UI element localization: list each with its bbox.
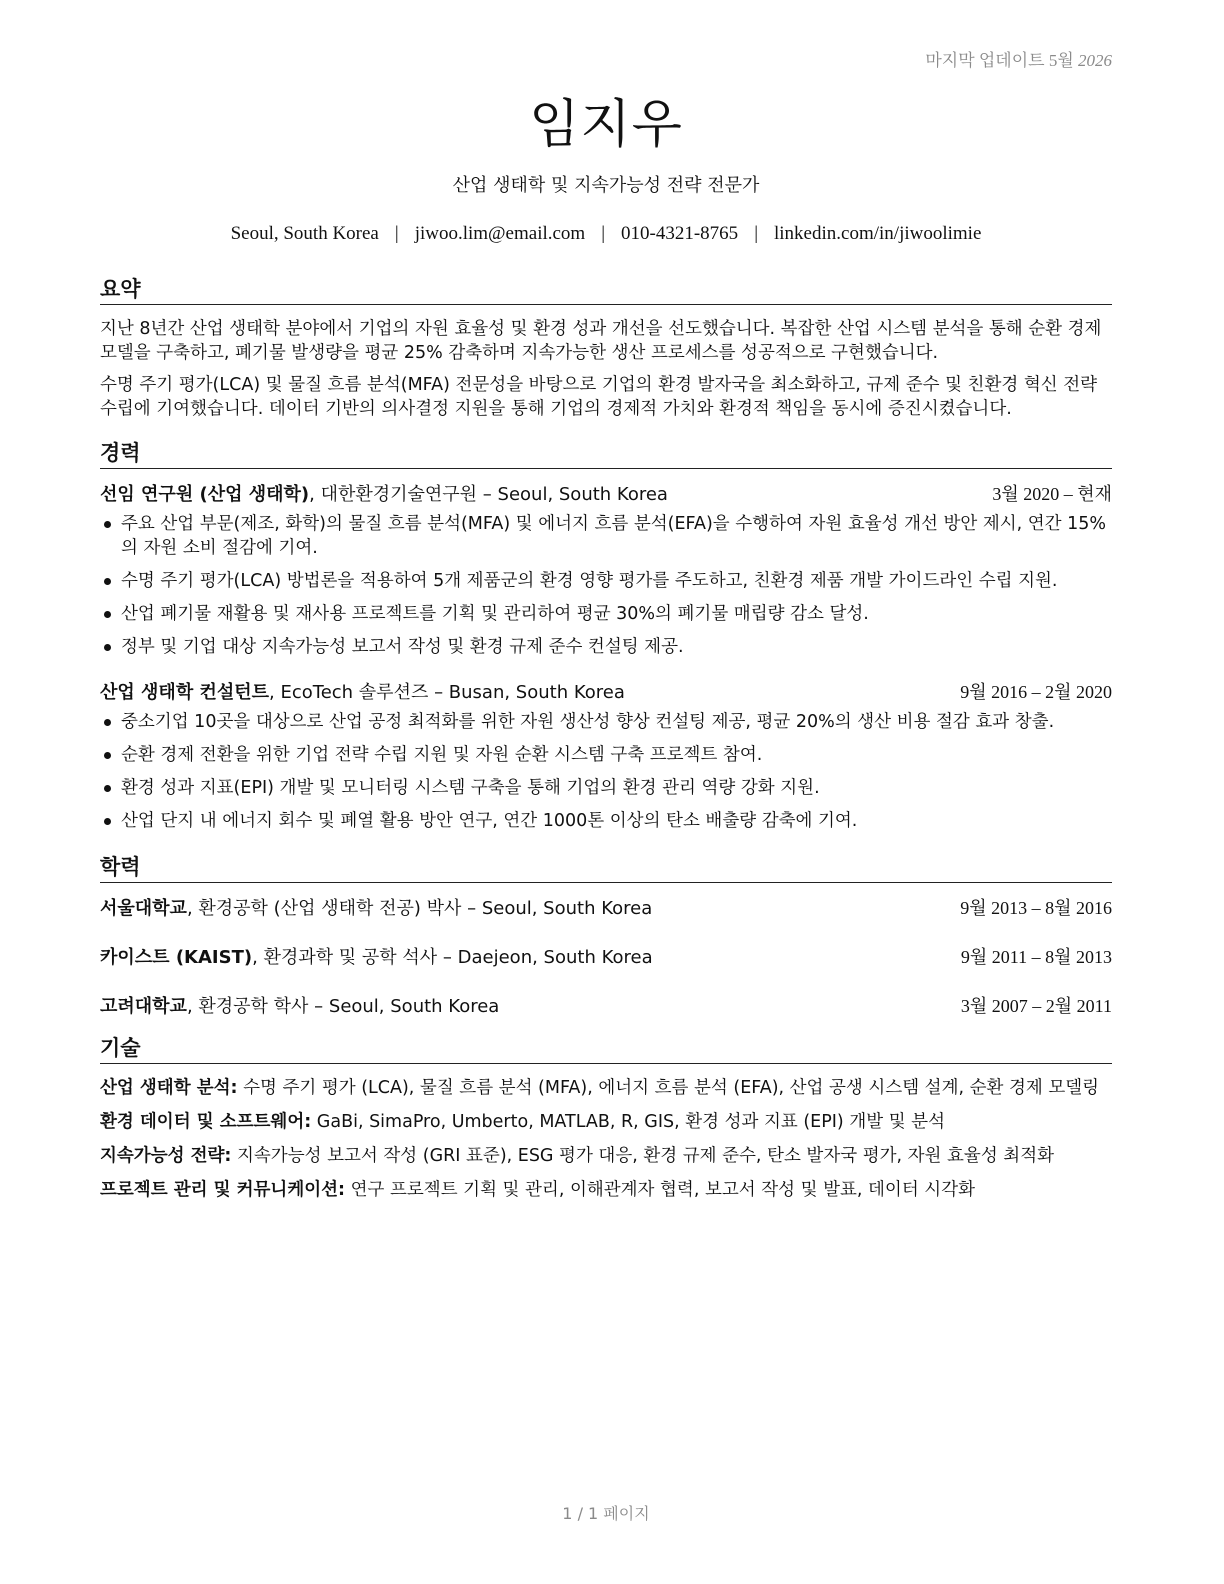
job-bullet: 주요 산업 부문(제조, 화학)의 물질 흐름 분석(MFA) 및 에너지 흐름 분석(EFA)을 수행하여 자원 효율성 개선 방안 제시, 연간 15%의 자원 소비 절감에 기여. (100, 512, 1112, 560)
job-org: , EcoTech 솔루션즈 – Busan, South Korea (269, 682, 625, 703)
job-dates: 3월 2020 – 현재 (992, 484, 1112, 504)
skill-label: 지속가능성 전략: (100, 1146, 232, 1166)
skill-value: 수명 주기 평가 (LCA), 물질 흐름 분석 (MFA), 에너지 흐름 분석 (EFA), 산업 공생 시스템 설계, 순환 경제 모델링 (237, 1078, 1100, 1098)
education-detail: , 환경과학 및 공학 석사 – Daejeon, South Korea (252, 947, 653, 968)
education-dates: 9월 2013 – 8월 2016 (960, 898, 1112, 918)
candidate-headline: 산업 생태학 및 지속가능성 전략 전문가 (452, 175, 760, 196)
contact-email[interactable]: jiwoo.lim@email.com (414, 223, 586, 244)
summary-section (100, 275, 1112, 421)
page-number: 1 / 1 페이지 (562, 1504, 650, 1523)
contact-linkedin[interactable]: linkedin.com/in/jiwoolimie (774, 223, 982, 244)
skill-label: 환경 데이터 및 소프트웨어: (100, 1112, 312, 1132)
job-bullet: 수명 주기 평가(LCA) 방법론을 적용하여 5개 제품군의 환경 영향 평가를 주도하고, 친환경 제품 개발 가이드라인 수립 지원. (100, 569, 1112, 593)
job-org: , 대한환경기술연구원 – Seoul, South Korea (309, 484, 668, 505)
skill-row (100, 1178, 1112, 1202)
education-section (100, 853, 1112, 1020)
education-entry (100, 944, 1112, 971)
job-entry (100, 679, 1112, 833)
section-title-education: 학력 (100, 853, 1112, 883)
skill-row (100, 1144, 1112, 1168)
skill-row (100, 1110, 1112, 1134)
section-title-experience: 경력 (100, 439, 1112, 469)
job-role: 선임 연구원 (산업 생태학) (100, 484, 310, 505)
skills-section (100, 1034, 1112, 1202)
contact-separator: | (601, 223, 606, 244)
skill-label: 프로젝트 관리 및 커뮤니케이션: (100, 1180, 346, 1200)
job-header (100, 679, 1112, 706)
job-entry (100, 481, 1112, 659)
last-updated-month: 5월 (1048, 51, 1074, 70)
contact-location: Seoul, South Korea (230, 223, 379, 244)
job-role: 산업 생태학 컨설턴트 (100, 682, 270, 703)
education-entry (100, 895, 1112, 922)
education-dates: 9월 2011 – 8월 2013 (960, 947, 1112, 967)
contact-line (100, 223, 1112, 245)
job-header (100, 481, 1112, 508)
skill-row (100, 1076, 1112, 1100)
resume-page (100, 0, 1112, 1584)
last-updated (925, 46, 1112, 71)
contact-separator: | (754, 223, 758, 244)
education-school: 고려대학교 (100, 996, 187, 1017)
job-bullet: 환경 성과 지표(EPI) 개발 및 모니터링 시스템 구축을 통해 기업의 환경 관리 역량 강화 지원. (100, 776, 1112, 800)
job-bullet: 정부 및 기업 대상 지속가능성 보고서 작성 및 환경 규제 준수 컨설팅 제공. (100, 635, 1112, 659)
contact-separator: | (394, 223, 399, 244)
education-school: 카이스트 (KAIST) (100, 947, 253, 968)
skill-value: GaBi, SimaPro, Umberto, MATLAB, R, GIS, 환경 성과 지표 (EPI) 개발 및 분석 (311, 1112, 945, 1132)
skill-label: 산업 생태학 분석: (100, 1078, 238, 1098)
summary-paragraph: 수명 주기 평가(LCA) 및 물질 흐름 분석(MFA) 전문성을 바탕으로 기업의 환경 발자국을 최소화하고, 규제 준수 및 친환경 혁신 전략 수립에 기여했습니다. 데이터 기반의 의사결정 지원을 통해 기업의 경제적 가치와 환경적 책임을 동시에 증진시켰습니다. (100, 375, 1098, 419)
summary-paragraph: 지난 8년간 산업 생태학 분야에서 기업의 자원 효율성 및 환경 성과 개선을 선도했습니다. 복잡한 산업 시스템 분석을 통해 순환 경제 모델을 구축하고, 폐기물 발생량을 평균 25% 감축하며 지속가능한 생산 프로세스를 성공적으로 구현했습니다. (100, 319, 1102, 363)
resume-content (100, 275, 1112, 1212)
candidate-name: 임지우 (529, 95, 683, 155)
education-entry (100, 993, 1112, 1020)
last-updated-prefix: 마지막 업데이트 (925, 51, 1045, 70)
section-title-summary: 요약 (100, 275, 1112, 305)
experience-section (100, 439, 1112, 833)
skill-value: 연구 프로젝트 기획 및 관리, 이해관계자 협력, 보고서 작성 및 발표, 데이터 시각화 (345, 1180, 976, 1200)
contact-phone: 010-4321-8765 (621, 223, 739, 244)
job-bullet: 중소기업 10곳을 대상으로 산업 공정 최적화를 위한 자원 생산성 향상 컨설팅 제공, 평균 20%의 생산 비용 절감 효과 창출. (100, 710, 1112, 734)
job-bullet: 산업 폐기물 재활용 및 재사용 프로젝트를 기획 및 관리하여 평균 30%의 폐기물 매립량 감소 달성. (100, 602, 1112, 626)
education-dates: 3월 2007 – 2월 2011 (960, 996, 1112, 1016)
education-detail: , 환경공학 학사 – Seoul, South Korea (186, 996, 500, 1017)
job-bullets (100, 710, 1112, 833)
skill-value: 지속가능성 보고서 작성 (GRI 표준), ESG 평가 대응, 환경 규제 준수, 탄소 발자국 평가, 자원 효율성 최적화 (231, 1146, 1054, 1166)
last-updated-year: 2026 (1078, 51, 1112, 70)
job-dates: 9월 2016 – 2월 2020 (960, 682, 1112, 702)
job-bullets (100, 512, 1112, 659)
job-bullet: 순환 경제 전환을 위한 기업 전략 수립 지원 및 자원 순환 시스템 구축 프로젝트 참여. (100, 743, 1112, 767)
section-title-skills: 기술 (100, 1034, 1112, 1064)
education-school: 서울대학교 (100, 898, 187, 919)
education-detail: , 환경공학 (산업 생태학 전공) 박사 – Seoul, South Korea (186, 898, 653, 919)
job-bullet: 산업 단지 내 에너지 회수 및 폐열 활용 방안 연구, 연간 1000톤 이상의 탄소 배출량 감축에 기여. (100, 809, 1112, 833)
